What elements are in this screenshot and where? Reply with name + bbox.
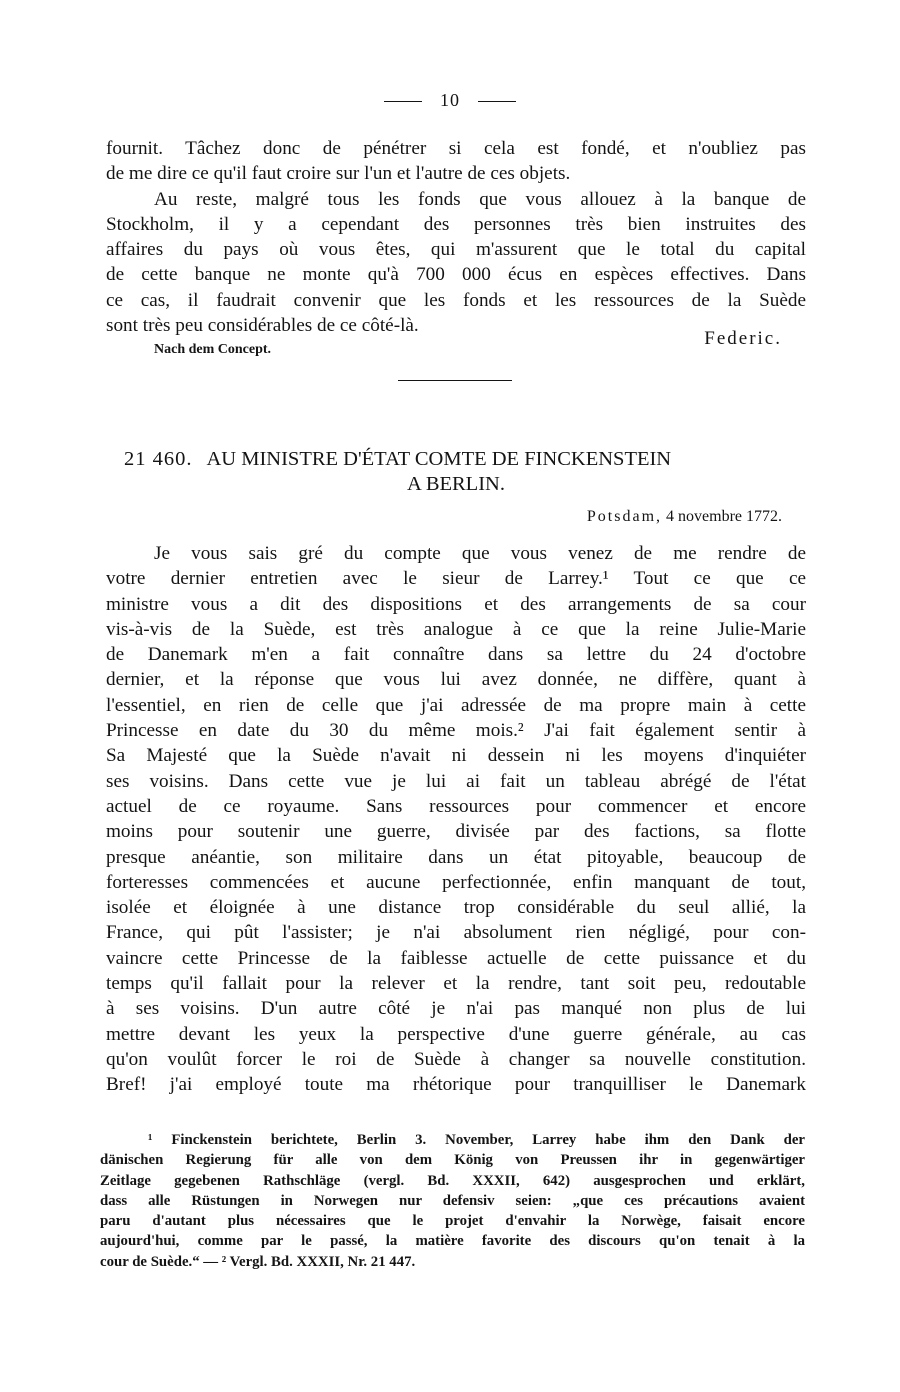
heading-line-1: [106, 447, 806, 472]
text-line: l'essentiel, en rien de celle que j'ai adressée de ma propre main à cette: [106, 694, 806, 716]
dateline-date: 4 novembre 1772.: [666, 508, 782, 525]
text-line: ses voisins. Dans cette vue je lui ai fait un tableau abrégé de l'état: [106, 770, 806, 792]
top-paragraphs: [106, 136, 806, 338]
text-line: Je vous sais gré du compte que vous venez de me rendre de: [154, 543, 806, 564]
text-line: moins pour soutenir une guerre, divisée par des factions, sa flotte: [106, 821, 806, 843]
text-line: dernier, et la réponse que vous lui avez donnée, ne diffère, quant à: [106, 669, 806, 691]
dateline-place: Potsdam,: [586, 508, 663, 525]
text-line: Princesse en date du 30 du même mois.² J'ai fait également sentir à: [106, 720, 806, 742]
letter-title: AU MINISTRE D'ÉTAT COMTE DE FINCKENSTEIN: [206, 448, 672, 470]
footnote-line: Zeitlage gegebenen Rathschläge (vergl. Bd. XXXII, 642) ausgesprochen und erklärt,: [100, 1172, 805, 1189]
text-line: vis-à-vis de la Suède, est très analogue à ce que la reine Julie-Marie: [106, 618, 806, 640]
text-line: de cette banque ne monte qu'à 700 000 écus en espèces effectives. Dans: [106, 264, 806, 286]
letter-title-line-2: A BERLIN.: [407, 473, 505, 495]
text-line: presque anéantie, son militaire dans un état pitoyable, beaucoup de: [106, 846, 806, 868]
footnote-line: dänischen Regierung für alle von dem König von Preussen ihr in gegenwärtiger: [100, 1152, 805, 1169]
text-line: France, qui pût l'assister; je n'ai absolument rien négligé, pour con-: [106, 922, 806, 944]
header-rule-right: [478, 101, 516, 102]
text-line: votre dernier entretien avec le sieur de Larrey.¹ Tout ce que ce: [106, 568, 806, 590]
footnotes: [100, 1130, 805, 1272]
text-line: Stockholm, il y a cependant des personnes très bien instruites des: [106, 213, 806, 235]
footnote-line: ¹ Finckenstein berichtete, Berlin 3. November, Larrey habe ihm den Dank der: [148, 1132, 805, 1148]
text-line: vaincre cette Princesse de la faiblesse actuelle de cette puissance et du: [106, 947, 806, 969]
text-line: ministre vous a dit des dispositions et des arrangements de sa cour: [106, 593, 806, 615]
footnote-line: dass alle Rüstungen in Norwegen nur defensiv seien: „que ces précautions avaient: [100, 1192, 805, 1209]
text-line: ce cas, il faudrait convenir que les fonds et les ressources de la Suède: [106, 289, 806, 311]
text-line: qu'on voulût forcer le roi de Suède à changer sa nouvelle constitution.: [106, 1048, 806, 1070]
text-line: Bref! j'ai employé toute ma rhétorique pour tranquilliser le Danemark: [106, 1074, 806, 1096]
dateline: [587, 508, 782, 526]
footnote-line: aujourd'hui, comme par le passé, la matière favorite des discours qu'on tenait à la: [100, 1233, 805, 1250]
text-line: mettre devant les yeux la perspective d'une guerre générale, au cas: [106, 1023, 806, 1045]
page-number: 10: [440, 90, 460, 110]
text-line: actuel de ce royaume. Sans ressources pour commencer et encore: [106, 795, 806, 817]
text-line: de me dire ce qu'il faut croire sur l'un et l'autre de ces objets.: [106, 163, 571, 185]
signature: Federic.: [704, 328, 782, 349]
source-note: Nach dem Concept.: [154, 342, 272, 357]
letter-body: [106, 541, 806, 1098]
footnote-line: paru d'autant plus nécessaires que le projet d'envahir la Norwège, faisait encore: [100, 1213, 805, 1230]
text-line: forteresses commencées et aucune perfectionnée, enfin manquant de tout,: [106, 871, 806, 893]
header-rule-left: [384, 101, 422, 102]
section-divider: [398, 380, 512, 381]
text-line: affaires du pays où vous êtes, qui m'assurent que le total du capital: [106, 239, 806, 261]
letter-number: 21 460.: [124, 448, 193, 470]
letter-heading: [106, 447, 806, 497]
text-line: fournit. Tâchez donc de pénétrer si cela est fondé, et n'oubliez pas: [106, 138, 806, 159]
text-line: à ses voisins. D'un autre côté je n'ai pas manqué non plus de lui: [106, 998, 806, 1020]
text-line: Au reste, malgré tous les fonds que vous allouez à la banque de: [154, 188, 806, 210]
text-line: isolée et éloignée à une distance trop considérable du seul allié, la: [106, 897, 806, 919]
text-line: sont très peu considérables de ce côté-là.: [106, 315, 419, 337]
text-line: de Danemark m'en a fait connaître dans sa lettre du 24 d'octobre: [106, 644, 806, 666]
text-line: temps qu'il fallait pour la relever et la rendre, tant soit peu, redoutable: [106, 973, 806, 995]
page-header: [0, 90, 900, 111]
footnote-line: cour de Suède.“ — ² Vergl. Bd. XXXII, Nr. 21 447.: [100, 1253, 416, 1270]
text-line: Sa Majesté que la Suède n'avait ni dessein ni les moyens d'inquiéter: [106, 745, 806, 767]
